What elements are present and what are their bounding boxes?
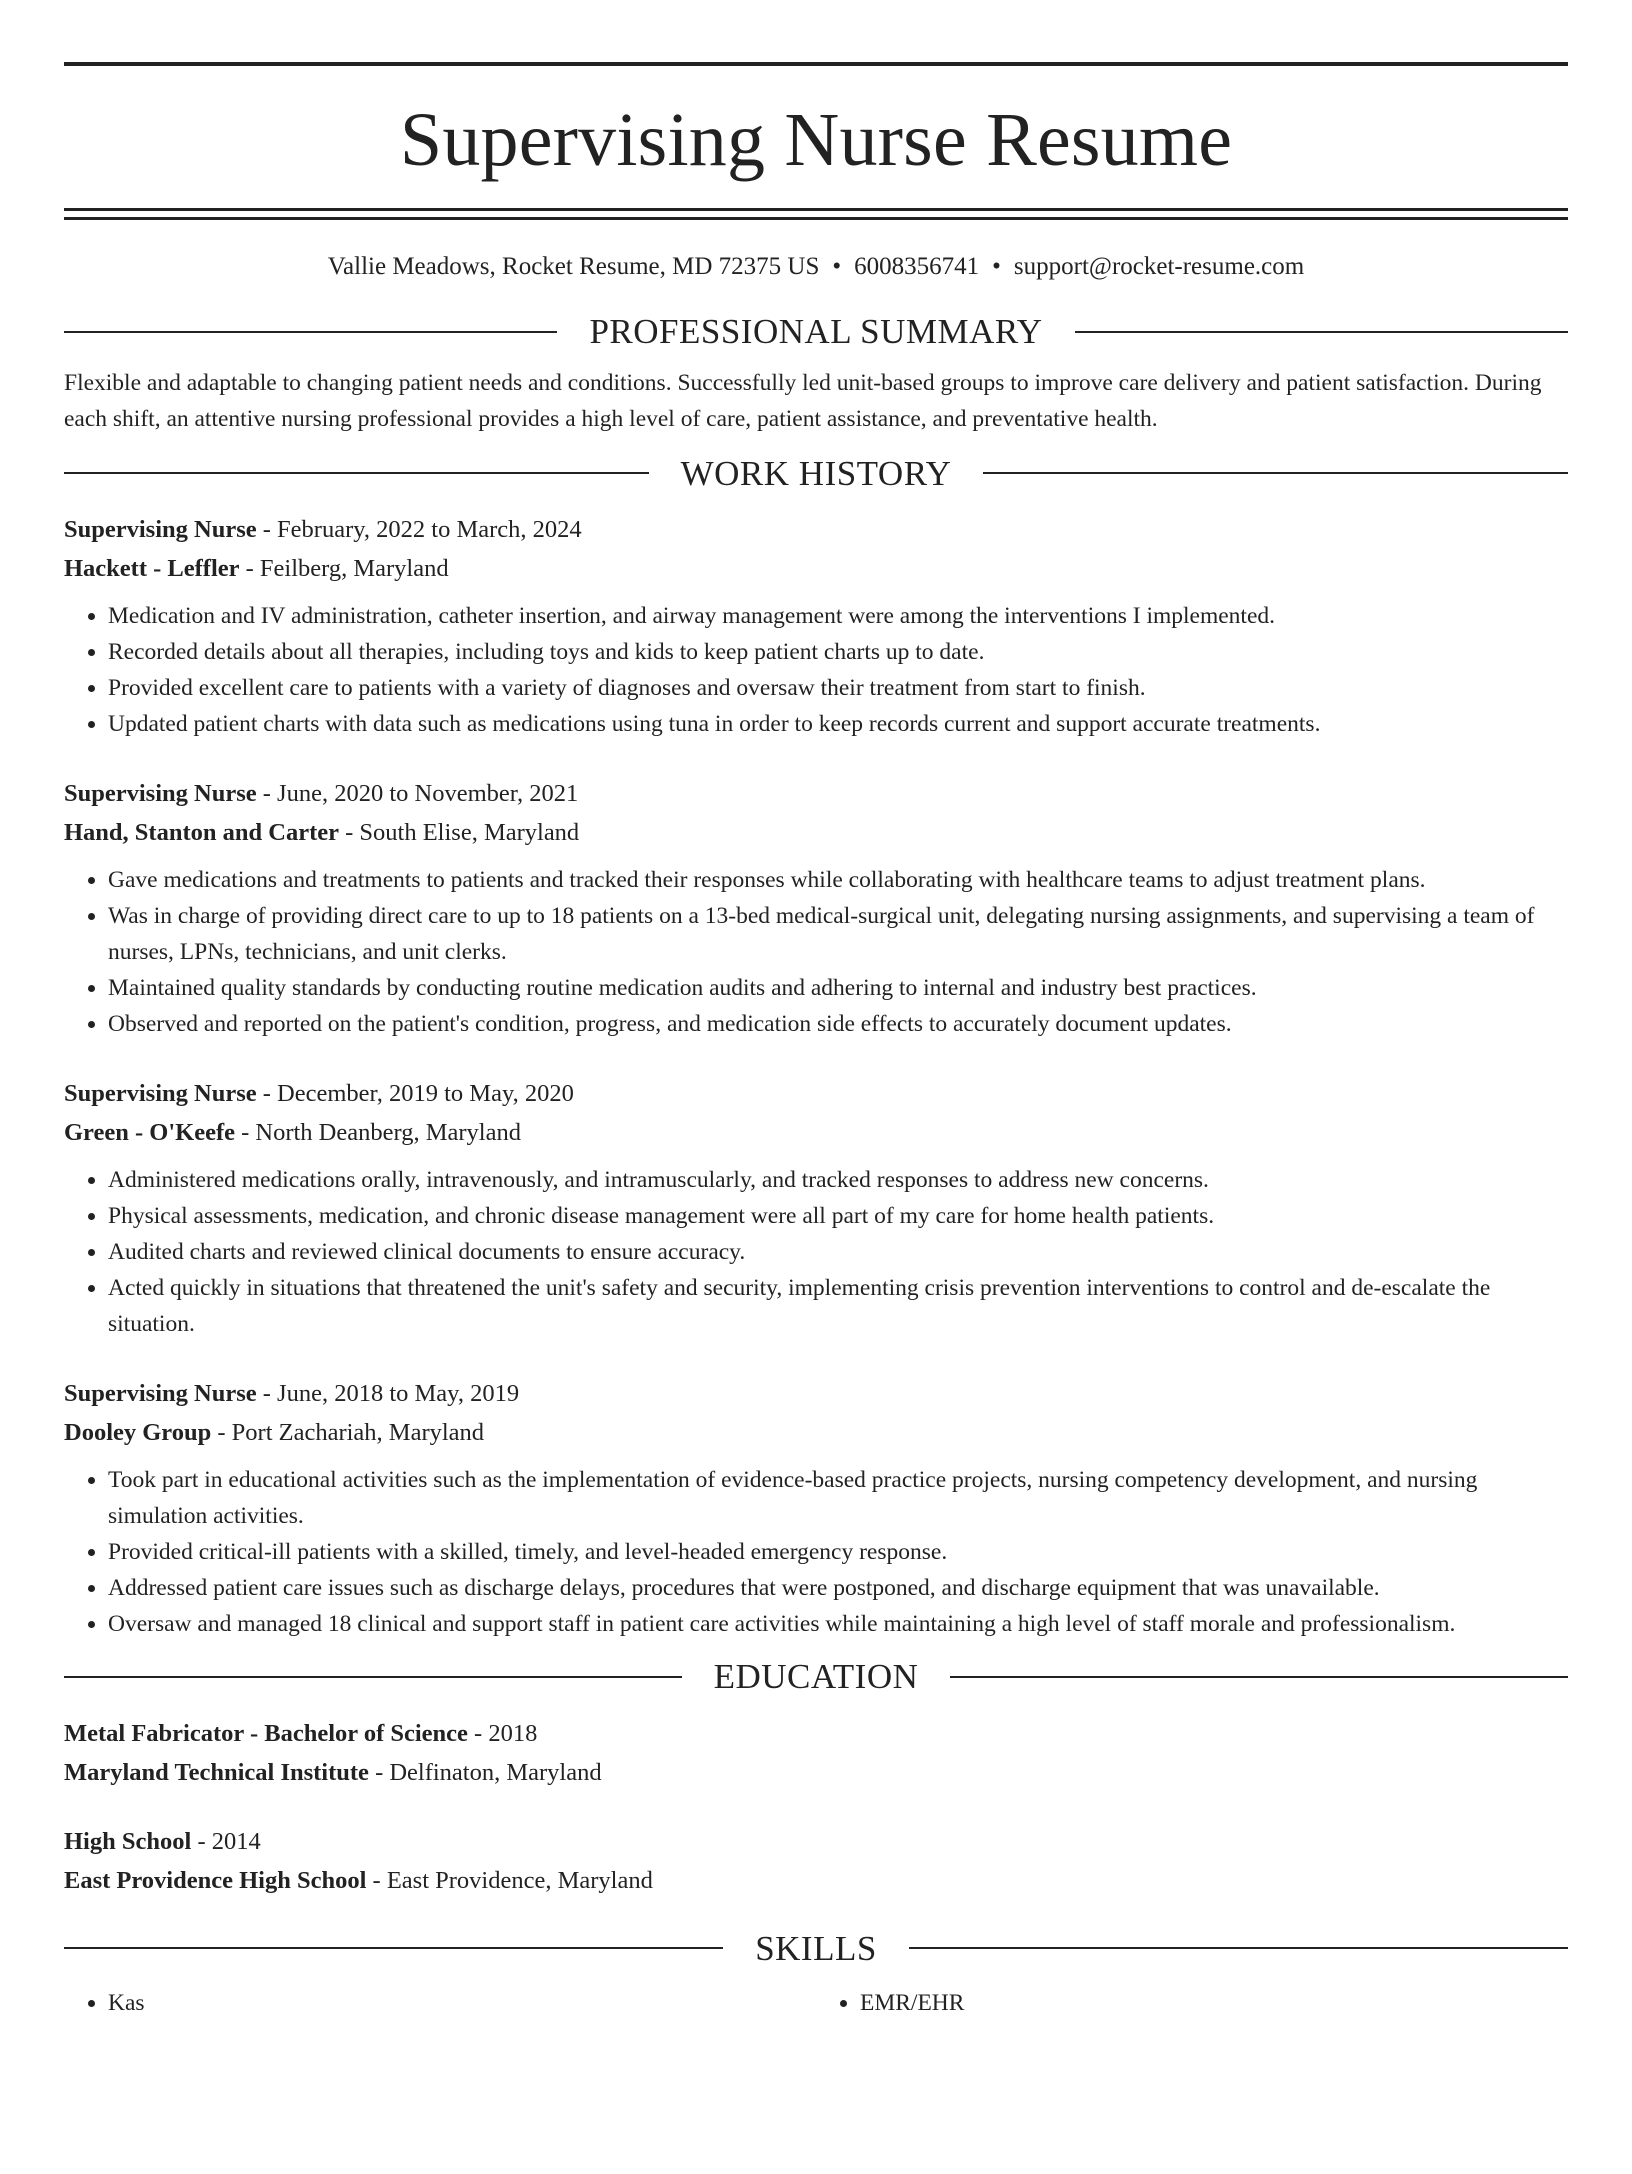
section-title: PROFESSIONAL SUMMARY — [589, 312, 1043, 351]
resume-page — [0, 62, 1632, 2174]
graduation-year: - 2014 — [191, 1827, 261, 1855]
job-company: Green - O'Keefe — [64, 1119, 235, 1146]
job-bullet: • Was in charge of providing direct care to up to 18 patients on a 13-bed medical-surgical unit, delegating nursing assignments, and supervising a team of nurses, LPNs, technicians, and unit clerks. — [108, 898, 1568, 970]
job-title-line — [64, 510, 1568, 549]
work-history-list — [64, 510, 1568, 1642]
job-bullet: • Maintained quality standards by conducting routine medication audits and adhering to internal and industry best practices. — [108, 970, 1568, 1006]
job-bullet: • Provided excellent care to patients with a variety of diagnoses and oversaw their treatment from start to finish. — [108, 670, 1568, 706]
work-entry — [64, 1374, 1568, 1642]
section-header-work — [64, 451, 1568, 497]
resume-title: Supervising Nurse Resume — [399, 98, 1233, 182]
section-rule-right — [950, 1676, 1568, 1678]
school-line — [64, 1753, 1568, 1792]
job-company-line — [64, 1113, 1568, 1152]
job-title: Supervising Nurse — [64, 1080, 257, 1107]
contact-separator: • — [992, 253, 1001, 280]
job-bullet: • Acted quickly in situations that threatened the unit's safety and security, implementing crisis prevention interventions to control and de-escalate the situation. — [108, 1270, 1568, 1342]
skills-columns — [64, 1985, 1568, 2021]
section-rule-right — [909, 1947, 1568, 1949]
school-name: Maryland Technical Institute — [64, 1758, 369, 1786]
job-company-line — [64, 813, 1568, 852]
job-bullets — [64, 1162, 1568, 1342]
job-company: Hackett - Leffler — [64, 555, 240, 582]
section-rule-left — [64, 331, 557, 333]
job-bullet: • Recorded details about all therapies, including toys and kids to keep patient charts up to date. — [108, 634, 1568, 670]
job-company-line — [64, 549, 1568, 588]
contact-phone: 6008356741 — [854, 253, 980, 280]
job-bullet: • Gave medications and treatments to patients and tracked their responses while collaborating with healthcare teams to adjust treatment plans. — [108, 862, 1568, 898]
school-line — [64, 1861, 1568, 1900]
job-location: - Port Zachariah, Maryland — [211, 1419, 485, 1446]
job-bullet: • Audited charts and reviewed clinical documents to ensure accuracy. — [108, 1234, 1568, 1270]
job-bullet: • Oversaw and managed 18 clinical and support staff in patient care activities while maintaining a high level of staff morale and professionalism. — [108, 1606, 1568, 1642]
school-location: - Delfinaton, Maryland — [368, 1758, 602, 1786]
degree: High School — [64, 1827, 192, 1855]
job-location: - South Elise, Maryland — [338, 819, 580, 846]
job-bullets — [64, 598, 1568, 742]
job-bullets — [64, 862, 1568, 1042]
job-dates: - June, 2020 to November, 2021 — [256, 780, 579, 807]
professional-summary: Flexible and adaptable to changing patient needs and conditions. Successfully led unit-based groups to improve care delivery and patient satisfaction. During each shift, an attentive nursing professional provides a high level of care, patient assistance, and preventative health. — [64, 369, 1542, 432]
section-rule-right — [983, 472, 1568, 474]
education-list — [64, 1714, 1568, 1900]
skill-item: • Kas — [108, 1985, 816, 2021]
job-title-line — [64, 774, 1568, 813]
job-company: Hand, Stanton and Carter — [64, 819, 339, 846]
education-entry — [64, 1714, 1568, 1792]
job-dates: - June, 2018 to May, 2019 — [256, 1380, 520, 1407]
job-company: Dooley Group — [64, 1419, 212, 1446]
work-entry — [64, 510, 1568, 742]
job-title-line — [64, 1374, 1568, 1413]
job-bullet: • Physical assessments, medication, and chronic disease management were all part of my care for home health patients. — [108, 1198, 1568, 1234]
graduation-year: - 2018 — [467, 1719, 538, 1747]
skills-list-right — [816, 1985, 1568, 2021]
contact-line — [64, 254, 1568, 279]
job-bullets — [64, 1462, 1568, 1642]
work-entry — [64, 774, 1568, 1042]
section-title: EDUCATION — [713, 1657, 919, 1696]
section-header-education — [64, 1654, 1568, 1700]
contact-email[interactable]: support@rocket-resume.com — [1013, 253, 1305, 280]
job-dates: - February, 2022 to March, 2024 — [256, 516, 582, 543]
section-header-summary — [64, 309, 1568, 355]
job-title: Supervising Nurse — [64, 1380, 257, 1407]
job-dates: - December, 2019 to May, 2020 — [256, 1080, 574, 1107]
skill-item: • EMR/EHR — [860, 1985, 1568, 2021]
education-entry — [64, 1822, 1568, 1900]
degree: Metal Fabricator - Bachelor of Science — [64, 1719, 468, 1747]
section-header-skills — [64, 1926, 1568, 1972]
contact-separator: • — [832, 253, 842, 280]
job-location: - Feilberg, Maryland — [239, 555, 449, 582]
job-company-line — [64, 1413, 1568, 1452]
job-bullet: • Medication and IV administration, catheter insertion, and airway management were among the interventions I implemented. — [108, 598, 1568, 634]
section-title: WORK HISTORY — [680, 453, 952, 493]
degree-line — [64, 1714, 1568, 1753]
job-bullet: • Administered medications orally, intravenously, and intramuscularly, and tracked responses to address new concerns. — [108, 1162, 1568, 1198]
work-entry — [64, 1074, 1568, 1342]
degree-line — [64, 1822, 1568, 1861]
job-bullet: • Provided critical-ill patients with a skilled, timely, and level-headed emergency response. — [108, 1534, 1568, 1570]
section-rule-right — [1075, 331, 1568, 333]
job-location: - North Deanberg, Maryland — [234, 1119, 521, 1146]
job-bullet: • Observed and reported on the patient's condition, progress, and medication side effects to accurately document updates. — [108, 1006, 1568, 1042]
school-name: East Providence High School — [64, 1866, 367, 1894]
job-bullet: • Updated patient charts with data such as medications using tuna in order to keep records current and support accurate treatments. — [108, 706, 1568, 742]
school-location: - East Providence, Maryland — [366, 1866, 653, 1894]
skills-list-left — [64, 1985, 816, 2021]
section-rule-left — [64, 1947, 723, 1949]
contact-address: Vallie Meadows, Rocket Resume, MD 72375 US — [327, 253, 820, 280]
section-rule-left — [64, 472, 649, 474]
top-rule — [64, 62, 1568, 66]
job-title: Supervising Nurse — [64, 780, 257, 807]
title-double-rule — [64, 208, 1568, 220]
job-title-line — [64, 1074, 1568, 1113]
job-bullet: • Addressed patient care issues such as discharge delays, procedures that were postponed, and discharge equipment that was unavailable. — [108, 1570, 1568, 1606]
section-rule-left — [64, 1676, 682, 1678]
section-title: SKILLS — [755, 1928, 877, 1968]
job-title: Supervising Nurse — [64, 516, 257, 543]
job-bullet: • Took part in educational activities such as the implementation of evidence-based practice projects, nursing competency development, and nursing simulation activities. — [108, 1462, 1568, 1534]
